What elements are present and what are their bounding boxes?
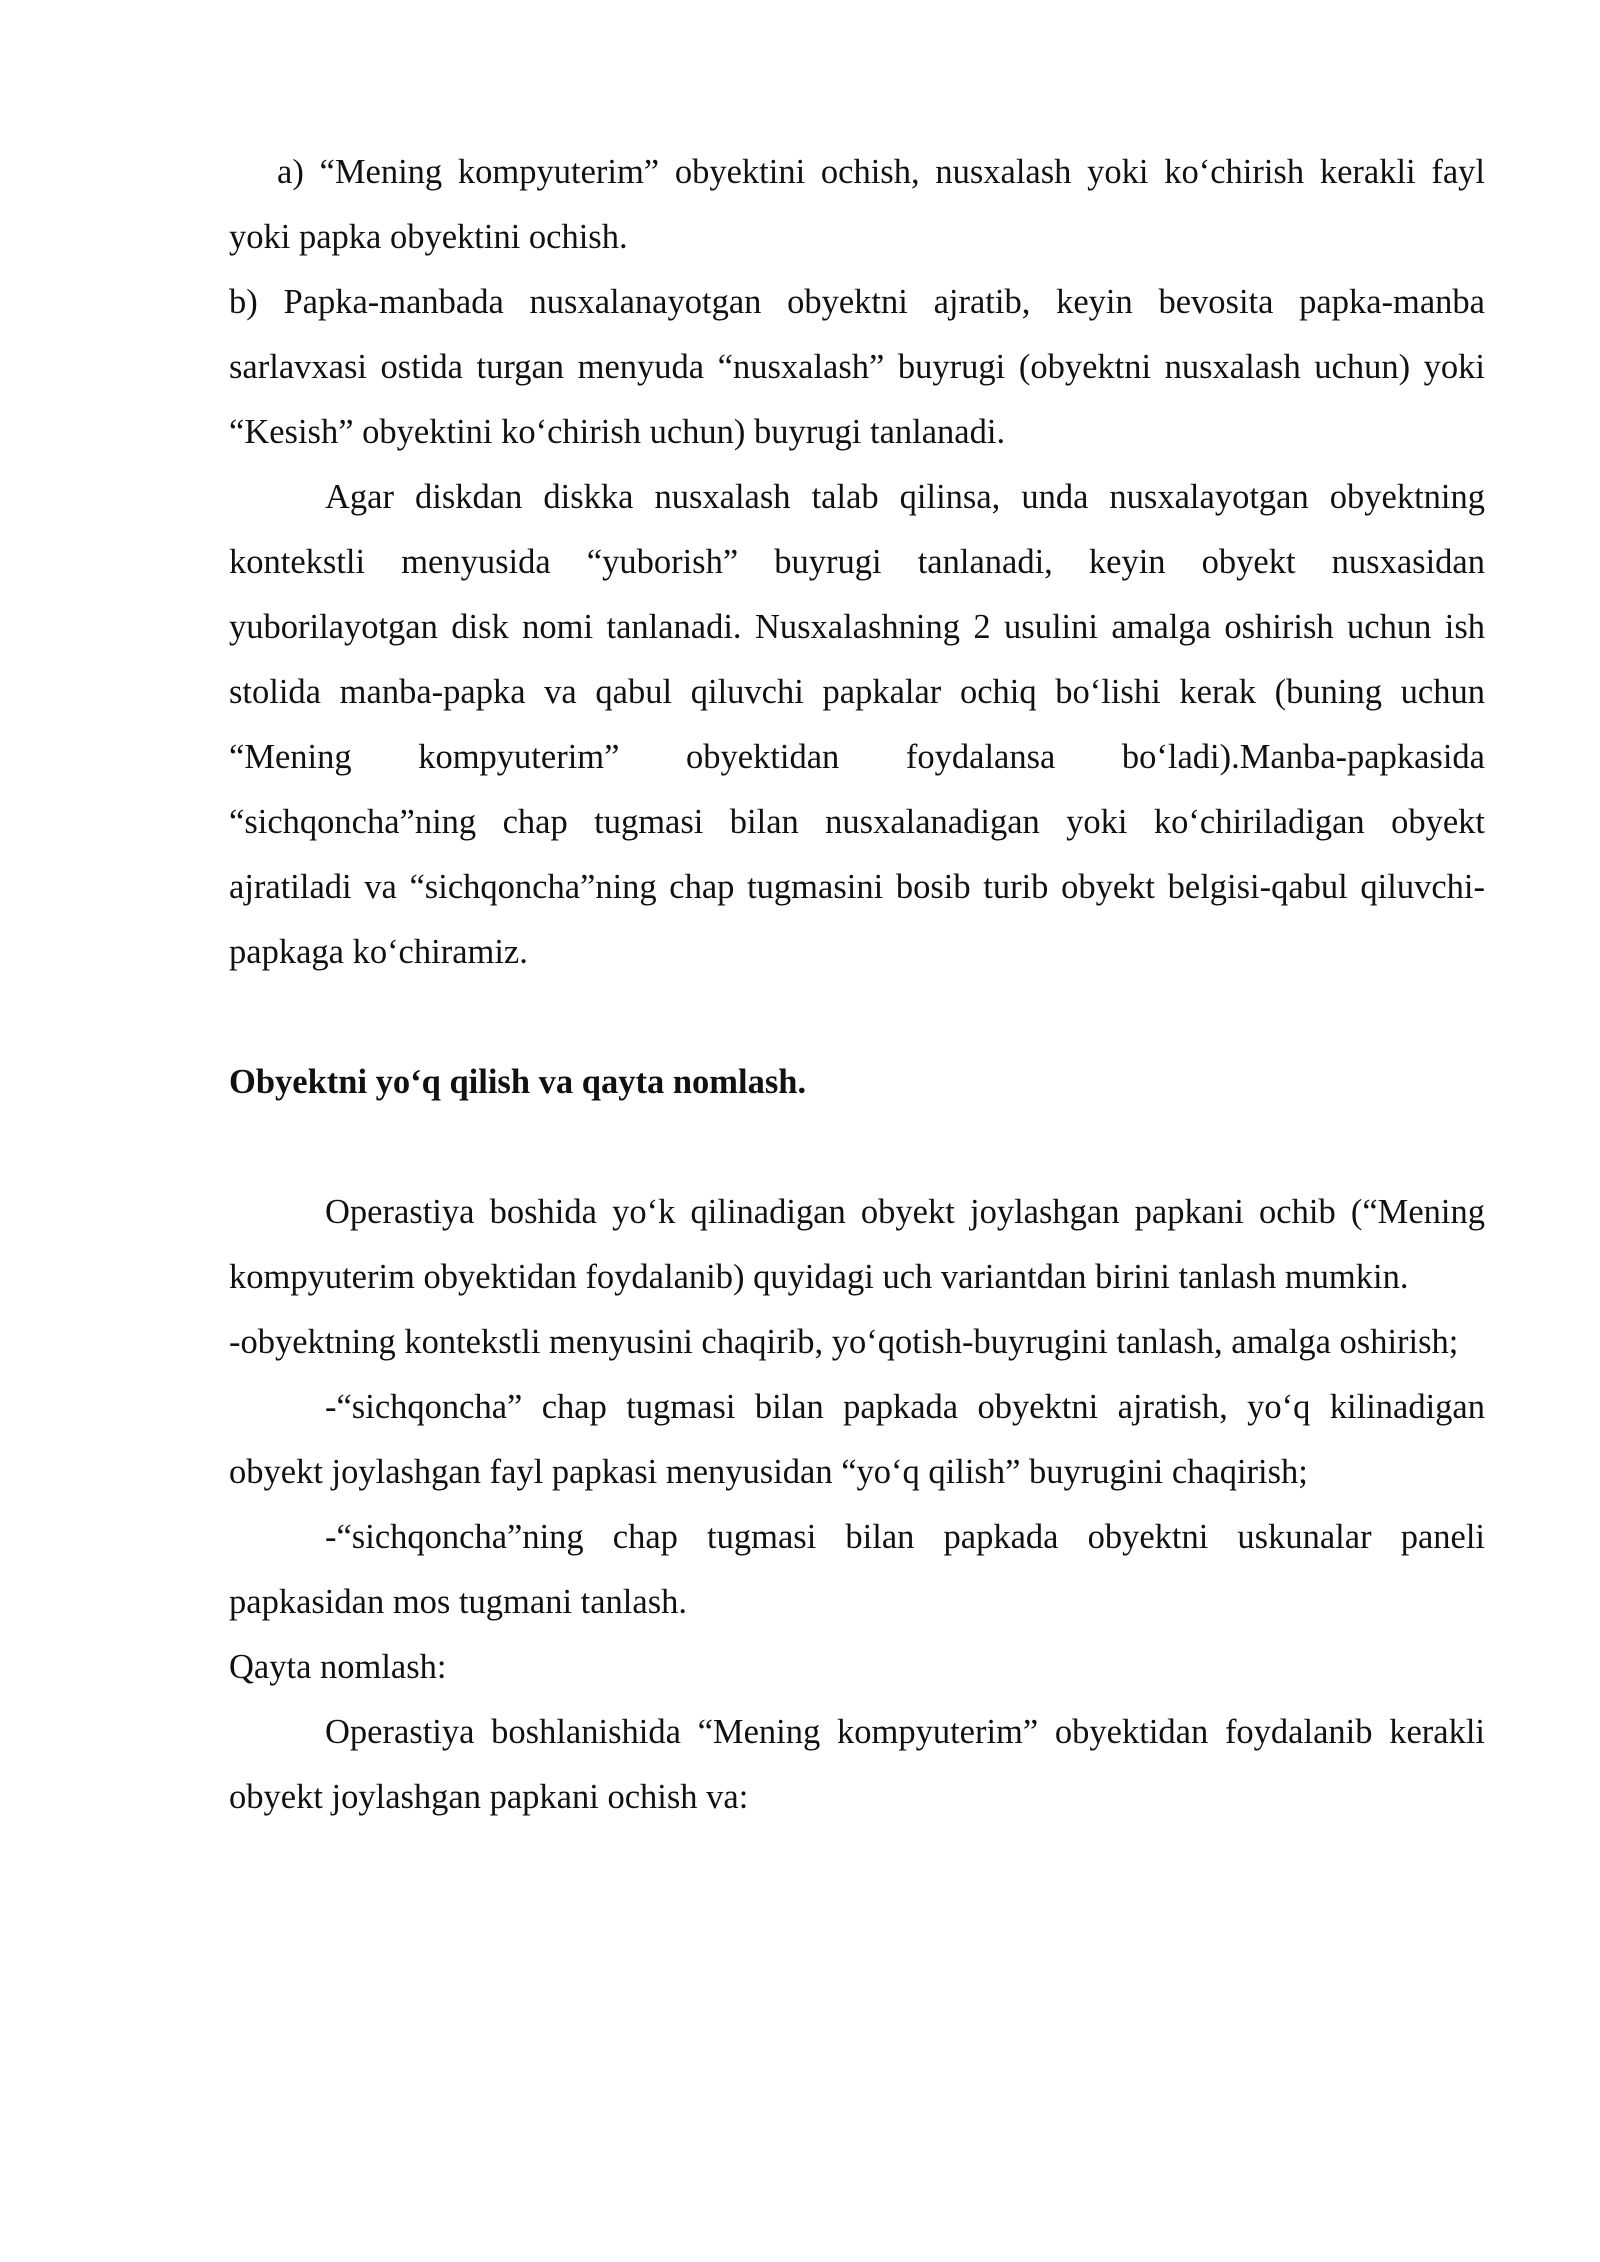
paragraph-delete-option-1: -obyektning kontekstli menyusini chaqirib, yo‘qotish-buyrugini tanlash, amalga oshirish; (229, 1323, 1459, 1361)
paragraph-copy-methods: Agar diskdan diskka nusxalash talab qilinsa, unda nusxalayotgan obyektning kontekstli menyusida “yuborish” buyrugi tanlanadi, keyin obyekt nusxasidan yuborilayotgan disk nomi tanlanadi. Nusxalashning 2 usulini amalga oshirish uchun ish stolida manba-papka va qabul qiluvchi papkalar ochiq bo‘lishi kerak (buning uchun “Mening kompyuterim” obyektidan foydalansa bo‘ladi).Manba-papkasida “sichqoncha”ning chap tugmasi bilan nusxalanadigan yoki ko‘chiriladigan obyekt ajratiladi va “sichqoncha”ning chap tugmasini bosib turib obyekt belgisi-qabul qiluvchi-papkaga ko‘chiramiz. (229, 478, 1485, 971)
document-page (229, 140, 1485, 1830)
paragraph-rename-intro: Operastiya boshlanishida “Mening kompyuterim” obyektidan foydalanib kerakli obyekt joylashgan papkani ochish va: (229, 1713, 1485, 1816)
paragraph-step-b: b) Papka-manbada nusxalanayotgan obyektni ajratib, keyin bevosita papka-manba sarlavxasi ostida turgan menyuda “nusxalash” buyrugi (obyektni nusxalash uchun) yoki “Kesish” obyektini ko‘chirish uchun) buyrugi tanlanadi. (229, 283, 1485, 451)
paragraph-delete-intro: Operastiya boshida yo‘k qilinadigan obyekt joylashgan papkani ochib (“Mening kompyuterim obyektidan foydalanib) quyidagi uch variantdan birini tanlash mumkin. (229, 1193, 1485, 1296)
paragraph-delete-option-3: -“sichqoncha”ning chap tugmasi bilan papkada obyektni uskunalar paneli papkasidan mos tugmani tanlash. (229, 1518, 1485, 1621)
paragraph-rename-label: Qayta nomlash: (229, 1648, 447, 1686)
paragraph-step-a: a) “Mening kompyuterim” obyektini ochish, nusxalash yoki ko‘chirish kerakli fayl yoki papka obyektini ochish. (229, 153, 1485, 256)
section-heading: Obyektni yo‘q qilish va qayta nomlash. (229, 1063, 807, 1101)
paragraph-delete-option-2: -“sichqoncha” chap tugmasi bilan papkada obyektni ajratish, yo‘q kilinadigan obyekt joylashgan fayl papkasi menyusidan “yo‘q qilish” buyrugini chaqirish; (229, 1388, 1485, 1491)
